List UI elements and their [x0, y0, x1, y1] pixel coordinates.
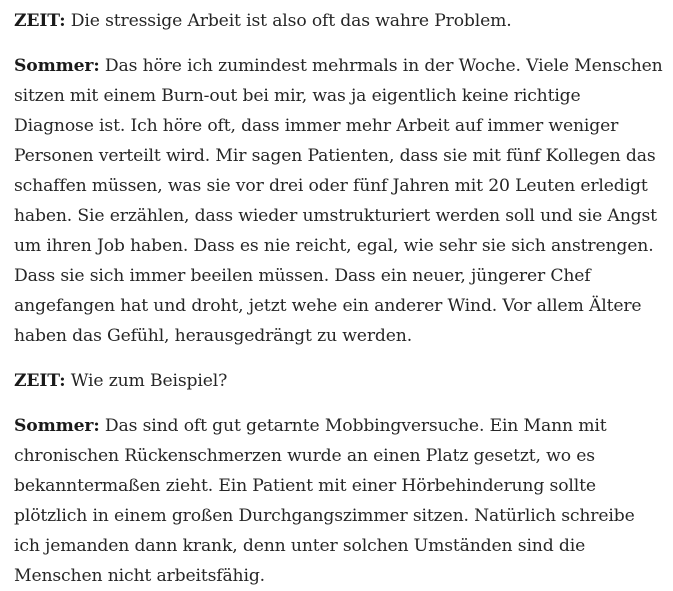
speaker-label: ZEIT:	[14, 371, 66, 391]
interview-paragraph	[14, 51, 663, 351]
interview-paragraph	[14, 366, 663, 396]
interview-paragraph	[14, 6, 663, 36]
paragraph-text: Wie zum Beispiel?	[70, 371, 228, 391]
interview-paragraph	[14, 411, 663, 591]
speaker-label: Sommer:	[14, 416, 100, 436]
paragraph-text: Das sind oft gut getarnte Mobbingversuche. Ein Mann mit chronischen Rückenschmerzen wurde an einen Platz gesetzt, wo es bekanntermaßen zieht. Ein Patient mit einer Hörbehinderung sollte plötzlich in einem großen Durchgangszimmer sitzen. Natürlich schreibe ich jemanden dann krank, denn unter solchen Umständen sind die Menschen nicht arbeitsfähig.	[14, 416, 635, 586]
paragraph-text: Das höre ich zumindest mehrmals in der Woche. Viele Menschen sitzen mit einem Burn-out bei mir, was ja eigentlich keine richtige Diagnose ist. Ich höre oft, dass immer mehr Arbeit auf immer weniger Personen verteilt wird. Mir sagen Patienten, dass sie mit fünf Kollegen das schaffen müssen, was sie vor drei oder fünf Jahren mit 20 Leuten erledigt haben. Sie erzählen, dass wieder umstrukturiert werden soll und sie Angst um ihren Job haben. Dass es nie reicht, egal, wie sehr sie sich anstrengen. Dass sie sich immer beeilen müssen. Dass ein neuer, jüngerer Chef angefangen hat und droht, jetzt wehe ein anderer Wind. Vor allem Ältere haben das Gefühl, herausgedrängt zu werden.	[14, 56, 663, 346]
speaker-label: ZEIT:	[14, 11, 66, 31]
paragraph-text: Die stressige Arbeit ist also oft das wahre Problem.	[70, 11, 512, 31]
speaker-label: Sommer:	[14, 56, 100, 76]
